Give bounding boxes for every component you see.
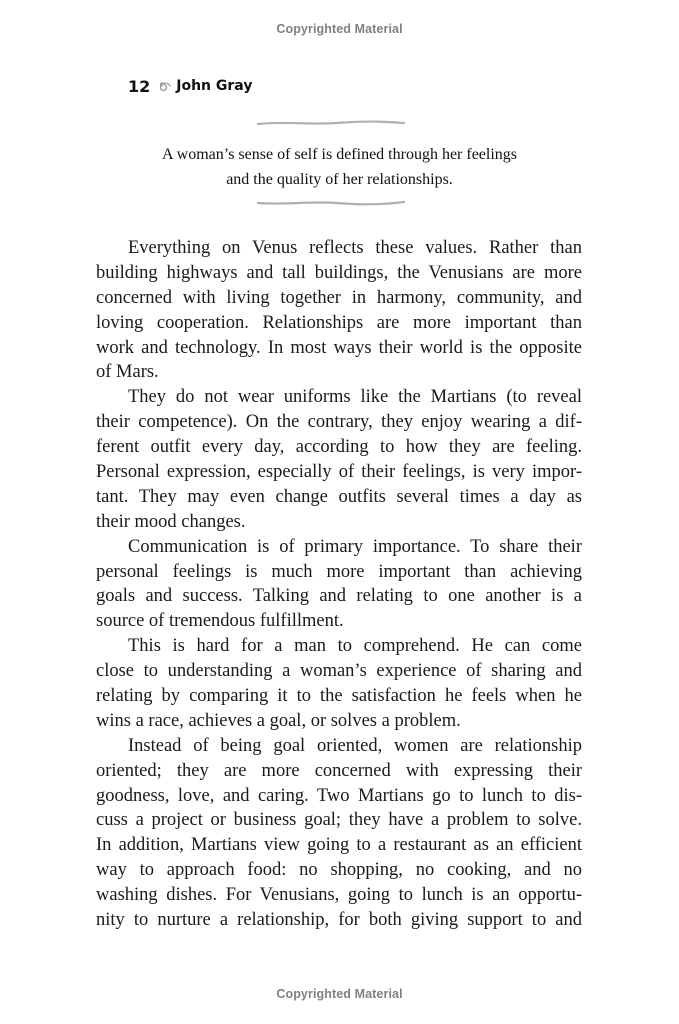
text-line: relating by comparing it to the satisfaction he feels when he (96, 686, 582, 707)
text-line: Personal expression, especially of their feelings, is very impor- (96, 462, 582, 483)
text-line: Instead of being goal oriented, women are relationship (128, 735, 582, 756)
running-head (128, 76, 252, 96)
text-line: oriented; they are more concerned with expressing their (96, 760, 582, 781)
text-line: Everything on Venus reflects these values. Rather than (128, 238, 582, 258)
text-line: close to understanding a woman’s experience of sharing and (96, 661, 582, 682)
copyright-banner-top: Copyrighted Material (276, 22, 403, 36)
text-line: tant. They may even change outfits several times a day as (96, 486, 582, 507)
pull-quote (110, 142, 569, 192)
copyright-banner-bottom: Copyrighted Material (276, 987, 403, 1001)
pull-quote-line: A woman’s sense of self is defined through her feelings (161, 146, 518, 163)
text-line: concerned with living together in harmony, community, and (96, 287, 582, 308)
text-line: their mood changes. (96, 511, 246, 532)
text-line: loving cooperation. Relationships are more important than (96, 312, 582, 333)
decorative-rule-top (256, 119, 406, 127)
text-line: nity to nurture a relationship, for both giving support to and (96, 910, 582, 931)
pull-quote-line: and the quality of her relationships. (226, 171, 453, 188)
text-line: personal feelings is much more important than achieving (96, 561, 582, 582)
decorative-rule-bottom (256, 199, 406, 207)
spiral-ornament-icon (153, 79, 171, 93)
page-number: 12 (128, 76, 151, 96)
text-line: goodness, love, and caring. Two Martians go to lunch to dis- (96, 785, 582, 806)
text-line: washing dishes. For Venusians, going to lunch is an opportu- (96, 885, 582, 906)
text-line: cuss a project or business goal; they have a problem to solve. (96, 810, 582, 831)
text-line: of Mars. (96, 362, 159, 383)
text-line: their competence). On the contrary, they enjoy wearing a dif- (96, 412, 582, 433)
text-line: work and technology. In most ways their world is the opposite (96, 337, 582, 358)
text-line: way to approach food: no shopping, no cooking, and no (96, 860, 582, 881)
author-name: John Gray (176, 78, 253, 94)
text-line: building highways and tall buildings, the Venusians are more (96, 262, 582, 283)
text-line: This is hard for a man to comprehend. He can come (128, 636, 582, 657)
text-line: They do not wear uniforms like the Martians (to reveal (128, 387, 582, 408)
text-line: Communication is of primary importance. To share their (128, 536, 582, 557)
body-text (96, 236, 582, 933)
text-line: goals and success. Talking and relating to one another is a (96, 586, 582, 607)
text-line: ferent outfit every day, according to how they are feeling. (96, 437, 582, 458)
text-line: wins a race, achieves a goal, or solves a problem. (96, 710, 461, 731)
text-line: source of tremendous fulfillment. (96, 611, 344, 632)
text-line: In addition, Martians view going to a restaurant as an efficient (96, 835, 582, 856)
